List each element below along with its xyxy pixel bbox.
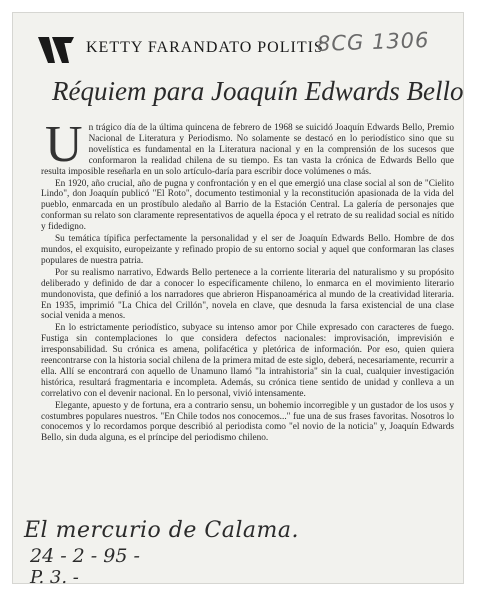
article-body: [41, 116, 454, 445]
article-paragraph: En 1920, año crucial, año de pugna y confrontación y en el que emergió una clase social al son de "Cielito Lindo", don Joaquín publicó "El Roto", documento testimonial y la reconstitución apasionada de la vida del pueblo, enmarcada en un prostíbulo aledaño al Barrio de la Estación Central. La galería de personajes que conforman su relato son claramente representativos de aquella época y el retrato de su realidad social es nítido y fidedigno.: [41, 178, 454, 233]
handwritten-page: P. 3. -: [30, 567, 79, 588]
article-paragraph: Por su realismo narrativo, Edwards Bello pertenece a la corriente literaria del naturalismo y su propósito deliberado y definido de dar a conocer lo específicamente chileno, lo enmarca en el movimiento literario mundonovista, que definió a los narradores que abrieron Hispanoamérica al mundo de la creatividad literaria. En 1935, imprimió "La Chica del Crillón", novela en clave, que desnuda la farsa existencial de una clase social venida a menos.: [41, 267, 454, 322]
drop-cap: U: [45, 116, 83, 173]
article-paragraph: Un trágico día de la última quincena de febrero de 1968 se suicidó Joaquín Edwards Bello, Premio Nacional de Literatura y Periodismo. No solamente se destacó en lo periodístico sino que su novelística es fundamental en la Literatura nacional y en la comprensión de los sucesos que conformaron la realidad chilena de su tiempo. Es tan vasta la crónica de Edwards Bello que resulta imposible reseñarla en un solo artículo-daría para escribir doce volúmenes o más.: [41, 116, 454, 177]
handwritten-annotation: [24, 518, 299, 588]
double-chevron-logo-icon: [38, 35, 74, 65]
handwritten-date: 24 - 2 - 95 -: [30, 545, 140, 567]
archive-code-stamp: 8CG 1306: [316, 28, 430, 56]
author-byline: KETTY FARANDATO POLITIS: [86, 39, 324, 56]
article-paragraph: Elegante, apuesto y de fortuna, era a contrario sensu, un bohemio incorregible y un gustador de los usos y costumbres populares nuestros. "En Chile todos nos conocemos..." fue una de sus frases favoritas. Nosotros lo conocemos y lo recordamos porque describió al periodista como "el novio de la noticia" y, Joaquín Edwards Bello, sin duda alguna, es el príncipe del periodismo chileno.: [41, 400, 454, 444]
handwritten-source: El mercurio de Calama.: [24, 518, 299, 543]
article-title: Réquiem para Joaquín Edwards Bello: [52, 76, 464, 106]
article-paragraph: En lo estrictamente periodístico, subyace su intenso amor por Chile expresado con caracteres de fuego. Fustiga sin contemplaciones lo que considera defectos nacionales: improvisación, imprevisión e irresponsabilidad. Su crónica es amena, polifacética y pletórica de información. Por eso, quien quiera reencontrarse con la historia social chilena de la primera mitad de este siglo, deberá, necesariamente, recurrir a ella. Allí se encontrará con aquello de Unamuno llamó "la intrahistoria" sin la cual, cualquier investigación histórica, resultará fragmentaria e incompleta. Además, su crónica tiene sentido de unidad y conlleva a un correlativo con el devenir nacional. En lo personal, vivió intensamente.: [41, 323, 454, 399]
article-paragraph: Su temática típifica perfectamente la personalidad y el ser de Joaquín Edwards Bello. Hombre de dos mundos, el exquisito, europeizante y refinado propio de su entorno social y aquel que conformaran las clases populares de nuestra patria.: [41, 234, 454, 266]
newspaper-clipping: [12, 12, 464, 584]
